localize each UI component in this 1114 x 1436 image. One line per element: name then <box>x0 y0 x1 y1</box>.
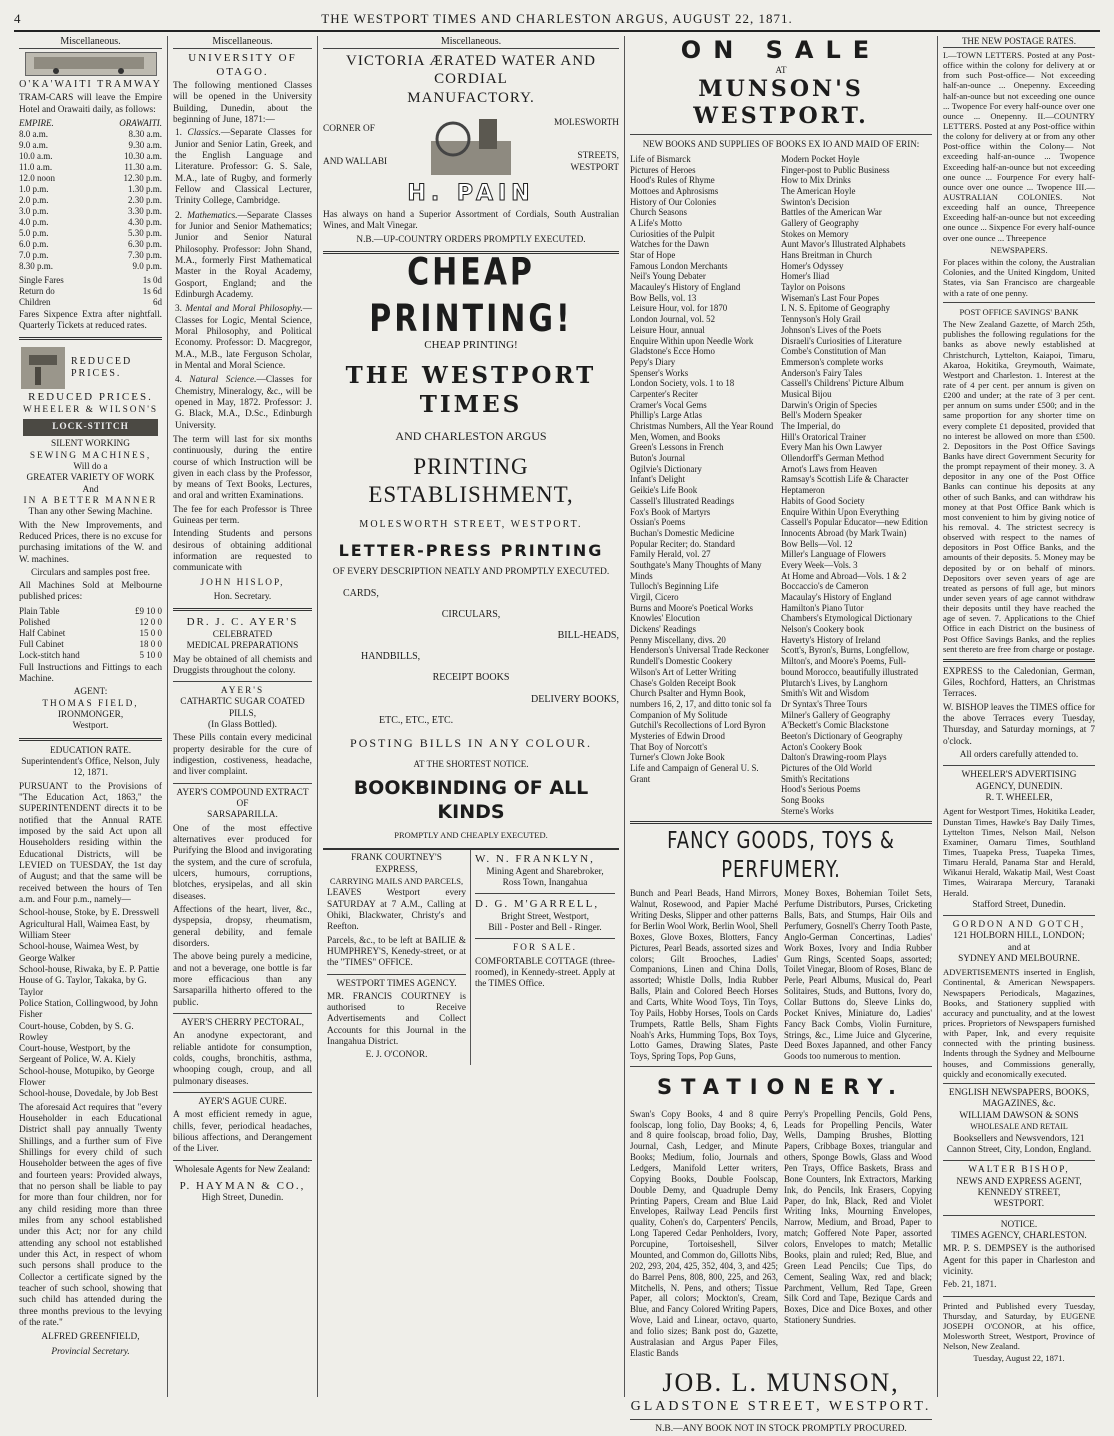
book-item: Stokes on Memory <box>781 228 849 239</box>
book-item: At Home and Abroad—Vols. 1 & 2 <box>781 570 907 581</box>
timetable-row <box>19 261 162 272</box>
timetable-row-right: 1.30 p.m. <box>127 183 162 194</box>
timetable-row-left: 1.0 p.m. <box>19 183 49 194</box>
book-item: The American Hoyle <box>781 185 856 196</box>
timetable-row-right: 6.30 p.m. <box>127 238 162 249</box>
book-item: Macaulay's History of England <box>781 592 892 603</box>
book-item: Geikie's Life Book <box>630 485 698 496</box>
book-item: Pictures of the Old World <box>781 763 872 774</box>
timetable-row-left: 2.0 p.m. <box>19 194 49 205</box>
book-item: Hamilton's Piano Tutor <box>781 602 864 613</box>
price-row <box>19 606 162 617</box>
education-place: School-house, Riwaka, by E. P. Pattie <box>19 964 160 975</box>
cheap-printing-headline: CHEAP PRINTING! <box>369 250 573 341</box>
book-item: History of Our Colonies <box>630 196 717 207</box>
book-item: Modern Pocket Hoyle <box>781 153 860 164</box>
book-item: Innocents Abroad (by Mark Twain) <box>781 527 907 538</box>
otago-class <box>175 304 312 372</box>
timetable-row-right: 10.30 a.m. <box>124 150 162 161</box>
price-row-left: Half Cabinet <box>19 627 66 638</box>
printing-item: DELIVERY BOOKS, <box>531 693 619 705</box>
westport-times-headline: THE WESTPORT TIMES <box>345 362 597 418</box>
book-item: Hood's Serious Poems <box>781 784 861 795</box>
tramway-title: O'KA'WAITI TRAMWAY <box>19 79 162 91</box>
on-sale-headline: ON SALE <box>680 36 882 64</box>
book-item: Leisure Hour, vol. for 1870 <box>630 303 728 314</box>
timetable-row <box>19 250 162 261</box>
book-item: Curiosities of the Pulpit <box>630 228 715 239</box>
price-row <box>19 617 162 628</box>
otago-class <box>175 128 312 207</box>
book-item: Battles of the American War <box>781 207 882 218</box>
book-item: Church Seasons <box>630 207 687 218</box>
class-text: —Classes for Logic, Mental Science, Moral Philosophy, and Political Economy. Professor: D. Macgregor, M.A., M.B., late Ferguson Scholar, in Mental and Moral Science. <box>175 304 313 371</box>
book-item: Chase's Golden Receipt Book <box>630 677 736 688</box>
book-item: Mottoes and Aphrosisms <box>630 185 719 196</box>
book-item: Turner's Clown Joke Book <box>630 752 725 763</box>
tramway-fares <box>19 275 162 308</box>
book-item: Spenser's Works <box>630 367 689 378</box>
book-item: Smith's Wit and Wisdom <box>781 688 870 699</box>
education-title: EDUCATION RATE. <box>49 745 132 756</box>
tramway-note: Fares Sixpence Extra after nightfall. Quarterly Tickets at reduced rates. <box>19 309 162 331</box>
reduced-prices-bottom: REDUCED PRICES. <box>28 391 153 404</box>
book-item: London Journal, vol. 52 <box>630 314 716 325</box>
book-item: Beeton's Dictionary of Geography <box>781 730 903 741</box>
h-pain: H. PAIN <box>407 181 535 207</box>
agent-name: THOMAS FIELD, <box>42 698 139 709</box>
price-row <box>19 628 162 639</box>
book-item: Cassell's Childrens' Picture Album <box>781 378 904 389</box>
book-item: A'Beckett's Comic Blackstone <box>781 720 889 731</box>
printing-items <box>323 588 619 727</box>
column-header: Miscellaneous. <box>19 36 162 49</box>
book-item: Boccaccio's de Cameron <box>781 581 869 592</box>
book-item: Leisure Hour, annual <box>630 324 705 335</box>
class-number: 2. <box>175 210 188 221</box>
education-body: PURSUANT to the Provisions of "The Education Act, 1863," the SUPERINTENDENT directs it to be notified that the Annual RATE imposed by the said Act upon all Householders residing within the Educational Districts, will be LEVIED on TUESDAY, the 1st day of August; and that the same will be received between the hours of Ten a.m. and Four p.m., namely— <box>19 781 162 905</box>
stationery-headline: STATIONERY. <box>656 1075 906 1100</box>
book-item: Swinton's Decision <box>781 196 850 207</box>
book-item: Mysteries of Edwin Drood <box>630 730 725 741</box>
book-item: How to Mix Drinks <box>781 175 851 186</box>
book-item: Men, Women, and Books <box>630 431 721 442</box>
class-text: —Classes for Chemistry, Mineralogy, &c., will be opened in May, 1872. Professor: J. G. Black, M.A., D.Sc., Edinburgh University. <box>175 375 312 431</box>
columns <box>14 36 1100 1435</box>
price-row-right: 5 10 0 <box>139 649 162 660</box>
price-row-left: Full Cabinet <box>19 638 64 649</box>
book-item: Plutarch's Lives, by Langhorn <box>781 677 888 688</box>
timetable-row-left: 8.30 p.m. <box>19 260 54 271</box>
class-number: 4. <box>175 375 190 386</box>
book-item: Bell's Modern Speaker <box>781 410 862 421</box>
book-item: Habits of Good Society <box>781 495 865 506</box>
book-item: Milner's Gallery of Geography <box>781 709 891 720</box>
printing-item: ETC., ETC., ETC. <box>379 714 454 726</box>
timetable-row-left: 9.0 a.m. <box>19 139 48 150</box>
timetable-row-right: 8.30 a.m. <box>128 129 162 139</box>
book-item: Song Books <box>781 795 825 806</box>
timetable-row-left: 7.0 p.m. <box>19 249 49 260</box>
class-name: Natural Science. <box>189 375 257 386</box>
book-item: Heptameron <box>781 485 825 496</box>
timetable-row <box>19 195 162 206</box>
book-item: Gladstone's Ecce Homo <box>630 346 715 357</box>
price-row <box>19 639 162 650</box>
book-item: Life of Bismarck <box>630 153 691 164</box>
book-item: Macauley's History of England <box>630 282 741 293</box>
timetable-row-left: 10.0 a.m. <box>19 150 53 161</box>
column-3: Miscellaneous. VICTORIA ÆRATED WATER AND CORDIAL MANUFACTORY. CORNER OF AND WALLABI MOLESWORTH STREETS, WESTPORT H. PAIN Has always on hand a Superior Assortment of Cordials, South Australian Wines, and Malt Vinegar. N.B.—UP-COUNTRY ORDERS PROMPTLY EXECUTED. CHEAP PRINTING! CHEAP PRINTING! THE WESTPORT TIMES AND CHARLESTON ARGUS PRINTING ESTABLISHMENT, MOLESWORTH STREET, WESTPORT. LETTER-PRESS PRINTING OF EVERY DESCRIPTION NEATLY AND PROMPTLY EXECUTED. CARDS, CIRCULARS, BILL-HEADS, HANDBILLS, RECEIPT BOOKS DELIVERY BOOKS, ETC., ETC., ETC. POSTING BILLS IN ANY COLOUR. AT THE SHORTEST NOTICE. BOOKBINDING OF ALL KINDS PROMPTLY AND CHEAPLY EXECUTED. FRANK COURTNEY'S EXPRESS, CARRYING MAILS AND PARCELS, LEAVES Westport every SATURDAY at 7 A.M., Calling at Ohiki, Blackwater, Christy's and Reefton. Parcels, &c., to be left at BAILIE & HUMPHREY'S, Kenedy-street, or at the "TIMES" OFFICE. WESTPORT TIMES AGENCY. MR. FRANCIS COURTNEY is authorised to Receive Advertisements and Collect Accounts for this Journal in the Inangahua District. E. J. O'CONOR. W. N. FRANKLYN, Mining Agent and Sharebroker, Ross Town, Inangahua D. G. M'GARRELL, Bright Street, Westport, Bill - Poster and Bell - Ringer. FOR SALE. COMFORTABLE COTTAGE (three-roomed), in Kennedy-street. Apply at the TIMES Office. <box>318 36 625 1397</box>
book-item: Virgil, Cicero <box>630 592 679 603</box>
fare-row-left: Single Fares <box>19 274 64 285</box>
timetable-row-right: 5.30 p.m. <box>127 227 162 238</box>
timetable-row-right: 7.30 p.m. <box>127 249 162 260</box>
printing-item: HANDBILLS, <box>361 651 421 663</box>
book-item: Dr Syntax's Three Tours <box>781 698 868 709</box>
fare-row-right: 1s 6d <box>142 285 162 296</box>
timetable-row <box>19 184 162 195</box>
education-place: House of G. Taylor, Takaka, by G. Taylor <box>19 976 147 998</box>
book-item: Ollendorff's German Method <box>781 453 884 464</box>
timetable-row-left: 6.0 p.m. <box>19 238 49 249</box>
education-place: Court-house, Westport, by the Sergeant of Police, W. A. Kiely <box>19 1044 136 1066</box>
sewing-machine-engraving-icon <box>19 345 67 391</box>
class-name: Mathematics. <box>187 210 238 221</box>
timetable-row <box>19 162 162 173</box>
book-item: Cramer's Vocal Gems <box>630 399 707 410</box>
column-4: ON SALE AT MUNSON'S WESTPORT. NEW BOOKS AND SUPPLIES OF BOOKS EX IO AND MAID OF ERIN: Life of Bismarck Pictures of Heroes Hood's Rules of Rhyme Mottoes and Aphrosisms History of Our Colonies Church Seasons A Life's Motto Curiosities of the Pulpit Watches for the Dawn Star of Hope Famous London Merchants Neil's Young Debater Macauley's History of England Bow Bells, vol. 13 Leisure Hour, vol. for 1870 London Journal, vol. 52 Leisure Hour, annual Enquire Within upon Needle Work Gladstone's Ecce Homo Pepy's Diary Spenser's Works London Society, vols. 1 to 18 Carpenter's Reciter Cramer's Vocal Gems Phillip's Large Atlas Christmas Numbers, All the Year Round Men, Women, and Books Green's Lessons in French Buton's Journal Ogilvie's Dictionary Infant's Delight Geikie's Life Book Cassell's Illustrated Readings Fox's Book of Martyrs Ossian's Poems Buchan's Domestic Medicine Popular Reciter; do. Standard Family Herald, vol. 27 Southgate's Many Thoughts of Many Minds Tulloch's Beginning Life Virgil, Cicero Burns and Moore's Poetical Works Knowles' Elocution Dickens' Readings Penny Miscellany, divs. 20 Henderson's Universal Trade Reckoner Rundell's Domestic Cookery Wilson's Art of Letter Writing Chase's Golden Receipt Book Church Psalter and Hymn Book, numbers 16, 2, 17, and ditto tonic sol fa Companion of My Solitude Gutchil's Recollections of Lord Byron Mysteries of Edwin Drood That Boy of Norcott's Turner's Clown Joke Book Life and Campaign of General U. S. Grant Modern Pocket Hoyle Finger-post to Public Business How to Mix Drinks The American Hoyle Swinton's Decision Battles of the American War Gallery of Geography Stokes on Memory Aunt Mavor's Illustrated Alphabets Hans Breitman in Church Homer's Odyssey Homer's Iliad Taylor on Poisons Wiseman's Last Four Popes I. N. S. Epitome of Geography Tennyson's Holy Grail Johnson's Lives of the Poets Disraeli's Curiosities of Literature Combe's Constitution of Man Emmerson's complete works Anderson's Fairy Tales Cassell's Childrens' Picture Album Musical Bijou Darwin's Origin of Species Bell's Modern Speaker The Imperial, do Hill's Oratorical Trainer Every Man his Own Lawyer Ollendorff's German Method Arnot's Laws from Heaven Ramsay's Scottish Life & Character Heptameron Habits of Good Society Enquire Within Upon Everything Cassell's Popular Educator—new Edition Innocents Abroad (by Mark Twain) Bow Bells—Vol. 12 Miller's Language of Flowers Every Week—Vols. 3 At Home and Abroad—Vols. 1 & 2 Boccaccio's de Cameron Macaulay's History of England Hamilton's Piano Tutor Chambers's Etymological Dictionary Nelson's Cookery book Haverty's History of Ireland Scott's, Byron's, Burns, Longfellow, Milton's, and Moore's Poems, Full-bound Morocco, beautifully illustrated Plutarch's Lives, by Langhorn Smith's Wit and Wisdom Dr Syntax's Three Tours Milner's Gallery of Geography A'Beckett's Comic Blackstone Beeton's Dictionary of Geography Acton's Cookery Book Dalton's Drawing-room Plays Pictures of the Old World Smith's Recitations Hood's Serious Poems Song Books Sterne's Works FANCY GOODS, TOYS & PERFUMERY. Bunch and Pearl Beads, Hand Mirrors, Walnut, Rosewood, and Papier Maché Writing Desks, Slipper and other patterns for Berlin Wool Work, Berlin Wool, Shell Boxes, Glove Boxes, Blotters, Fancy Pictures, Pearl Beads, assorted sizes and colors; Gilt Brooches, Ladies' Companions, Linen and China Dolls, assorted; Whistle Dolls, India Rubber Balls, Plain and Colored Beech Horses and Carts, White Wood Toys, Tin Toys, Toy Pails, Hobby Horses, Tools on Cards Trumpets, Rattle Bells, Sham Fights Noah's Arks, Humming Tops, Box Toys, Lotto Games, Drawing Slates, Paste Toys, Spring Tops, Pop Guns, Money Boxes, Bohemian Toilet Sets, Perfume Distributors, Purses, Cricketing Balls, Bats, and Stumps, Hair Oils and Perfumery, Gosnell's Cherry Tooth Paste, Anglo-German Concertinas, Ladies' Work Boxes, Ivory and India Rubber Gum Rings, Scented Soaps, assorted; Toilet Vinegar, Bloom of Roses, Blanc de Perle, Pearl Albums, Musical do, Pearl Solitaires, Studs, and Buttons, Ivory do, Collar Buttons do, Sleeve Links do, Pocket Knives, Miniature do, Ladies' Fancy Back Combs, Violin Furniture, Strings, &c., Lime Juice and Glycerine, Deed Boxes Japanned, and other Fancy Goods too numerous to mention. STATIONERY. Swan's Copy Books, 4 and 8 quire foolscap, long folio, Day Books; 4, 6, and 8 quire foolscap, broad folio, Day, Journal, Cash, Ledger, and Minute Books; Medium, folio, Journals and Ledgers, Manifold Letter writers, Copying Books, Double Foolscap, Double Demy, and Quadruple Demy Printing Papers, Cream and Blue Laid Envelopes, Railway Lead Pencils first quality, Cohen's do, Carpenters' Pencils, Long Tapered Cedar Penholders, Ivory, Porcupine, Tortoiseshell, Silver Mounted, and Common do, Gillotts Nibs, 202, 293, 204, 425, 352, 404, 3, and 425; do Barrel Pens, 808, 800, 225, and 263, Mitchells, N. Pens, and others; Tissue Paper, all colors; Mockton's, Cream, Blue, and Fancy Colored Writing Papers, Wove, Laid and Linear, octavo, quarto, and folio sizes; Bank post do, Gazette, Australasian and Argus Paper Files, Elastic Bands Perry's Propelling Pencils, Gold Pens, Leads for Propelling Pencils, Water Wells, Damping Brushes, Blotting Papers, Cribbage Boxes, triangular and others, Sponge Bowls, Glass and Wood Pen Trays, Office Baskets, Brass and Bone Counters, Ink Extractors, Marking Ink, do Pencils, Ink Erasers, Copying Paper, do Ink, Black, Red and Violet Writing Inks, Mourning Envelopes, Narrow, Medium, and Broad, Paper to match; Goffered Note Paper, assorted colors, Envelopes to match; Metallic Books, plain and ruled; Red, Blue, and Green Lead Pencils; Cue Tips, do Cement, Sealing Wax, red and black; Parchment, Vellum, Red Tape, Green Silk Cord and Tape, Bezique Cards and Boxes, Dice and Dice Boxes, and other Stationery Sundries. JOB. L. MUNSON, GLADSTONE STREET, WESTPORT. N.B.—ANY BOOK NOT IN STOCK PROMPTLY PROCURED. <box>625 36 938 1397</box>
tramway-timetable <box>19 129 162 272</box>
education-place: School-house, Motupiko, by George Flower <box>19 1066 155 1089</box>
book-item: Chambers's Etymological Dictionary <box>781 613 913 624</box>
book-item: London Society, vols. 1 to 18 <box>630 378 735 389</box>
fare-row-left: Return do <box>19 285 55 296</box>
printing-item: CIRCULARS, <box>441 608 501 620</box>
book-item: Family Herald, vol. 27 <box>630 549 711 560</box>
book-item: Anderson's Fairy Tales <box>781 367 863 378</box>
book-item: Cassell's Illustrated Readings <box>630 495 735 506</box>
postage-title: THE NEW POSTAGE RATES. <box>943 36 1095 48</box>
fare-row <box>19 297 162 308</box>
timetable-row <box>19 173 162 184</box>
fare-row <box>19 275 162 286</box>
fare-row-left: Children <box>19 296 51 307</box>
class-number: 1. <box>175 128 188 139</box>
ayer-title: DR. J. C. AYER'S <box>186 616 299 629</box>
book-item: Gallery of Geography <box>781 217 859 228</box>
class-number: 3. <box>175 304 186 315</box>
timetable-row-left: 8.0 a.m. <box>19 129 48 139</box>
wheeler-wilson: WHEELER & WILSON'S <box>22 404 159 415</box>
book-item: Popular Reciter; do. Standard <box>630 538 735 549</box>
book-item: The Imperial, do <box>781 421 841 432</box>
price-row-right: 15 0 0 <box>139 627 162 638</box>
timetable-row-right: 3.30 p.m. <box>127 205 162 216</box>
book-item: Miller's Language of Flowers <box>781 549 886 560</box>
book-item: Fox's Book of Martyrs <box>630 506 711 517</box>
class-name: Mental and Moral Philosophy. <box>185 304 303 315</box>
otago-title: UNIVERSITY OF OTAGO. <box>188 52 297 78</box>
imprint: Printed and Published every Tuesday, Thursday, and Saturday, by EUGENE JOSEPH O'CONOR, at his office, Molesworth Street, Westport, Province of Nelson, New Zealand. <box>943 1300 1095 1352</box>
book-item: Cassell's Popular Educator—new Edition <box>781 517 928 528</box>
otago-classes <box>173 128 312 432</box>
otago-class <box>175 375 312 432</box>
book-item: Acton's Cookery Book <box>781 741 862 752</box>
otago-class <box>175 211 312 302</box>
book-item: Darwin's Origin of Species <box>781 399 877 410</box>
timetable-row <box>19 239 162 250</box>
printing-item: RECEIPT BOOKS <box>432 672 510 684</box>
timetable-row <box>19 217 162 228</box>
book-item: Knowles' Elocution <box>630 613 700 624</box>
book-item: Watches for the Dawn <box>630 239 709 250</box>
book-item: Phillip's Large Atlas <box>630 410 702 421</box>
book-item: Gutchil's Recollections of Lord Byron <box>630 720 766 731</box>
tramway-intro: TRAM-CARS will leave the Empire Hotel and Orawaiti daily, as follows: <box>19 93 162 115</box>
timetable-row-right: 9.30 a.m. <box>128 139 162 150</box>
price-row-left: Plain Table <box>19 605 60 616</box>
book-item: Penny Miscellany, divs. 20 <box>630 634 726 645</box>
fare-row-right: 6d <box>153 296 162 307</box>
book-item: Aunt Mavor's Illustrated Alphabets <box>781 239 906 250</box>
price-row-left: Lock-stitch hand <box>19 649 80 660</box>
printing-item: CARDS, <box>343 587 379 599</box>
timetable-row <box>19 129 162 140</box>
education-place: Police Station, Collingwood, by John Fisher <box>19 998 158 1021</box>
book-item: That Boy of Norcott's <box>630 741 708 752</box>
timetable-row <box>19 206 162 217</box>
book-item: Every Man his Own Lawyer <box>781 442 883 453</box>
book-item: A Life's Motto <box>630 217 682 228</box>
book-item: Wilson's Art of Letter Writing <box>630 666 737 677</box>
machinery-engraving-icon <box>423 111 519 181</box>
tram-engraving-icon <box>25 52 157 76</box>
book-item: Taylor on Poisons <box>781 282 845 293</box>
book-item: Southgate's Many Thoughts of Many Minds <box>630 559 762 581</box>
book-item: Dickens' Readings <box>630 624 696 635</box>
class-name: Classics. <box>187 128 221 139</box>
education-place: School-house, Waimea West, by George Walker <box>19 942 139 964</box>
timetable-row-left: 4.0 p.m. <box>19 216 49 227</box>
reduced-prices-top: REDUCED PRICES. <box>71 355 133 380</box>
masthead <box>14 8 1100 32</box>
book-item: I. N. S. Epitome of Geography <box>781 303 890 314</box>
book-item: Emmerson's complete works <box>781 356 884 367</box>
education-place: School-house, Dovedale, by Job Best <box>19 1089 158 1100</box>
book-item: Enquire Within upon Needle Work <box>630 335 754 346</box>
book-item: Burns and Moore's Poetical Works <box>630 602 753 613</box>
sewing-prices <box>19 606 162 661</box>
book-item: Arnot's Laws from Heaven <box>781 463 877 474</box>
victoria-title: VICTORIA ÆRATED WATER AND CORDIAL <box>346 53 596 88</box>
timetable-row-right: 12.30 p.m. <box>123 172 162 183</box>
printing-item: BILL-HEADS, <box>557 629 619 641</box>
book-item: Wiseman's Last Four Popes <box>781 292 880 303</box>
education-place: Agricultural Hall, Waimea East, by William Steer <box>19 919 150 941</box>
book-item: Every Week—Vols. 3 <box>781 559 858 570</box>
book-item: Henderson's Universal Trade Reckoner <box>630 645 769 656</box>
hayman-firm: P. HAYMAN & CO., <box>179 1179 306 1192</box>
fare-row-right: 1s 0d <box>142 274 162 285</box>
book-item: Ossian's Poems <box>630 517 686 528</box>
book-item: Hans Breitman in Church <box>781 250 872 261</box>
book-item: Christmas Numbers, All the Year Round <box>630 421 774 432</box>
education-place: Court-house, Cobden, by S. G. Rowley <box>19 1021 134 1043</box>
price-row-right: £9 10 0 <box>135 605 162 616</box>
timetable-row-right: 2.30 p.m. <box>127 194 162 205</box>
column-1: Miscellaneous. O'KA'WAITI TRAMWAY TRAM-CARS will leave the Empire Hotel and Orawaiti daily, as follows: EMPIRE. ORAWAITI. 8.0 a.m. 8.30 a.m. 9.0 a.m. 9.30 a.m. 10.0 a.m. 10.30 a.m. 11.0 a.m. 11.30 a.m. 12.0 noon 12.30 p.m. 1.0 p.m. 1.30 p.m. 2.0 p.m. 2.30 p.m. 3.0 p.m. 3.30 p.m. 4.0 p.m. 4.30 p.m. 5.0 p.m. 5.30 p.m. 6.0 p.m. 6.30 p.m. 7.0 p.m. 7.30 p.m. 8.30 p.m. 9.0 p.m. Single Fares 1s 0d Return do 1s 6d Children 6d Fares Sixpence Extra after nightfall. Quarterly Tickets at reduced rates. REDUCED PRICES. REDUCED PRICES. WHEELER & WILSON'S LOCK-STITCH SILENT WORKING SEWING MACHINES, Will do a GREATER VARIETY OF WORK And IN A BETTER MANNER Than any other Sewing Machine. With the New Improvements, and Reduced Prices, there is no excuse for purchasing imitations of the W. and W. machines. Circulars and samples post free. All Machines Sold at Melbourne published prices: Plain Table £9 10 0 Polished 12 0 0 Half Cabinet 15 0 0 Full Cabinet 18 0 0 Lock-stitch hand 5 10 0 Full Instructions and Fittings to each Machine. AGENT: THOMAS FIELD, IRONMONGER, Westport. EDUCATION RATE. Superintendent's Office, Nelson, July 12, 1871. PURSUANT to the Provisions of "The Education Act, 1863," the SUPERINTENDENT directs it to be notified that the Annual RATE imposed by the said Act upon all Householders residing within the Educational Districts, will be LEVIED on TUESDAY, the 1st day of August; and that the same will be received between the hours of Ten a.m. and Four p.m., namely— School-house, Stoke, by E. Dresswell Agricultural Hall, Waimea East, by William Steer School-house, Waimea West, by George Walker School-house, Riwaka, by E. P. Pattie House of G. Taylor, Takaka, by G. Taylor Police Station, Collingwood, by John Fisher Court-house, Cobden, by S. G. Rowley Court-house, Westport, by the Sergeant of Police, W. A. Kiely School-house, Motupiko, by George Flower School-house, Dovedale, by Job Best The aforesaid Act requires that "every Householder in each Educational District shall pay annually Twenty Shillings, and a further sum of Five Shillings for every child of such Householder between the ages of five and fourteen years: Provided always, that no person shall be liable to pay for more than four children, nor for any child residing more than three miles from any school established under this Act; nor for any child attending any school not established under this Act, in respect of whom such persons shall produce to the Collector a certificate signed by the teacher of such school, showing that such child has attended during the three months previous to the levying of the rate." ALFRED GREENFIELD, Provincial Secretary. <box>14 36 168 1397</box>
timetable-row-left: 11.0 a.m. <box>19 161 53 172</box>
book-item: Combe's Constitution of Man <box>781 346 886 357</box>
book-item: Rundell's Domestic Cookery <box>630 656 733 667</box>
book-item: Buton's Journal <box>630 453 686 464</box>
book-item: Star of Hope <box>630 250 676 261</box>
book-item: Finger-post to Public Business <box>781 164 890 175</box>
book-item: Nelson's Cookery book <box>781 624 864 635</box>
lock-stitch-badge: LOCK-STITCH <box>23 419 158 436</box>
page-number: 4 <box>14 11 22 26</box>
book-item: Famous London Merchants <box>630 260 728 271</box>
newspaper-title: THE WESTPORT TIMES AND CHARLESTON ARGUS, AUGUST 22, 1871. <box>321 11 793 26</box>
book-item: Bow Bells—Vol. 12 <box>781 538 853 549</box>
book-item: Sterne's Works <box>781 805 834 816</box>
book-item: Homer's Odyssey <box>781 260 844 271</box>
book-item: Tulloch's Beginning Life <box>630 581 719 592</box>
book-item: Bow Bells, vol. 13 <box>630 292 697 303</box>
column-5: THE NEW POSTAGE RATES. I.—TOWN LETTERS. Posted at any Post-office within the colony for delivery at or from such Post-office— Not exceeding half-an-ounce ... Onepenny. Exceeding half-an-ounce but not exceeding one ounce ... Twopence For every half-ounce over one ounce ... Onepenny. II.—COUNTRY LETTERS. Posted at any Post-office within the colony for delivery at or from any other Post-office within the Colony— Not exceeding half-an-ounce ... Twopence Exceeding half-an-ounce but not exceeding one ounce ... Fourpence For every half-ounce over one ounce ... Twopence III.—AUSTRALIAN COLONIES. Not exceeding half an ounce, Threepence Exceeding half-an-ounce but not exceeding one ounce ... Sixpence For every half-ounce over one ounce ... Threepence NEWSPAPERS. For places within the colony, the Australian Colonies, and the United Kingdom, United States, via San Francisco are chargeable with a rate of one penny. POST OFFICE SAVINGS' BANK The New Zealand Gazette, of March 25th, publishes the following regulations for the banks as above newly established at Christchurch, Lyttelton, Kaiapoi, Timaru, Akaroa, Hokitika, Greymouth, Waimate, Westport and Charleston. 1. Interest at the rate of 4 per cent. per annum is given on £200 and under; at the rate of 3 per cent. per annum on sums under £500; and in the same proportion for any shorter time on every complete £1 deposited, provided that no interest be allowed on more than £500. 2. Depositors in the Post Office Savings Banks have direct Government Security for the prompt repayment of their money. 3. A depositor in any one of the Post Office Banks can continue his deposits at any other of such Banks, and can withdraw his money at that Post Office Bank which is most convenient to him by giving notice of his removal. 4. The strictest secrecy is observed with respect to the names of depositors in Post Office Banks, and the amounts of their deposits. 5. Money may be deposited by or on behalf of minors. Depositors over seven years of age are treated as persons of full age, but minors under seven years of age cannot withdraw their deposits until they have reached the age of seven. 7. Applications to the Chief Office in each District on the business of Post Office Savings Banks, and the replies sent thereto are free from charge or postage. EXPRESS to the Caledonian, German, Giles, Rochford, Hatters, an Christmas Terraces. W. BISHOP leaves the TIMES office for the above Terraces every Tuesday, Thursday, and Saturday mornings, at 7 o'clock. All orders carefully attended to. WHEELER'S ADVERTISING AGENCY, DUNEDIN. R. T. WHEELER, Agent for Westport Times, Hokitika Leader, Dunstan Times, Hawke's Bay Daily Times, Lyttelton Times, Nelson Mail, Nelson Examiner, Oamaru Times, Southland Times, Tuapeka Press, Tuapeka Times, Timaru Herald, Panama Star and Herald, Wikanui Herald, Wakatip Mail, West Coast Times, Wairarapa Mercury, Taranaki Herald. Stafford Street, Dunedin. GORDON AND GOTCH, 121 HOLBORN HILL, LONDON; and at SYDNEY AND MELBOURNE. ADVERTISEMENTS inserted in English, Continental, & American Newspapers. Newspapers Periodicals, Magazines, Books, and Stationery supplied with accuracy and punctuality, and at the lowest prices. Proprietors of Newspapers furnished with Paper, Ink, and every requisite connected with the printing business. Indents through the Sydney and Melbourne houses, and Commissions generally, quickly and economically executed. ENGLISH NEWSPAPERS, BOOKS, MAGAZINES, &c. WILLIAM DAWSON & SONS WHOLESALE AND RETAIL Booksellers and Newsvendors, 121 Cannon Street, City, London, England. WALTER BISHOP, NEWS AND EXPRESS AGENT, KENNEDY STREET, WESTPORT. NOTICE. TIMES AGENCY, CHARLESTON. MR. P. S. DEMPSEY is the authorised Agent for this paper in Charleston and vicinity. Feb. 21, 1871. Printed and Published every Tuesday, Thursday, and Saturday, by EUGENE JOSEPH O'CONOR, at his office, Molesworth Street, Westport, Province of Nelson, New Zealand. Tuesday, August 22, 1871. <box>943 36 1095 1364</box>
book-item: Ogilvie's Dictionary <box>630 463 702 474</box>
education-place: School-house, Stoke, by E. Dresswell <box>19 908 160 919</box>
book-item: Tennyson's Holy Grail <box>781 314 861 325</box>
timetable-row-left: 3.0 p.m. <box>19 205 49 216</box>
book-item: Pepy's Diary <box>630 356 676 367</box>
book-item: Johnson's Lives of the Poets <box>781 324 882 335</box>
price-row-right: 18 0 0 <box>139 638 162 649</box>
timetable-row <box>19 140 162 151</box>
bookbinding-headline: BOOKBINDING OF ALL KINDS <box>353 777 589 823</box>
book-item: Musical Bijou <box>781 388 832 399</box>
column-2: Miscellaneous. UNIVERSITY OF OTAGO. The following mentioned Classes will be opened in the University Building, Dunedin, about the beginning of June, 1871:— 1. Classics.—Separate Classes for Junior and Senior Latin, Greek, and the English Language and Literature. Professor: G. S. Sale, M.A., late of Rugby, and formerly Fellow and Classical Lecturer, Trinity College, Cambridge. 2. Mathematics.—Separate Classes for Junior and Senior Mathematics; Junior and Senior Natural Philosophy. Professor: John Shand, M.A., formerly First Mathematical Master in the Royal Academy, Gosport, England; and the Edinburgh Academy. 3. Mental and Moral Philosophy.—Classes for Logic, Mental Science, Moral Philosophy, and Political Economy. Professor: D. Macgregor, M.A., M.B., late Ferguson Scholar, in Mental and Moral Science. 4. Natural Science.—Classes for Chemistry, Mineralogy, &c., will be opened in May, 1872. Professor: J. G. Black, M.A., D.Sc., Edinburgh University. The term will last for six months continuously, during the entire course of which Instruction will be given in each class by the Professor, by means of Text Books, Lectures, and oral and written Examinations. The fee for each Professor is Three Guineas per term. Intending Students and persons desirous of obtaining additional information are requested to communicate with JOHN HISLOP, Hon. Secretary. DR. J. C. AYER'S CELEBRATED MEDICAL PREPARATIONS May be obtained of all chemists and Druggists throughout the colony. AYER'S CATHARTIC SUGAR COATED PILLS, (In Glass Bottled). These Pills contain every medicinal property desirable for the cure of indigestion, costiveness, headache, and liver complaint. AYER'S COMPOUND EXTRACT OF SARSAPARILLA. One of the most effective alternatives ever produced for Purifying the Blood and invigorating the system, and the cure of scrofula, ulcers, humours, corruptions, blotches, erysipelas, and all skin diseases. Affections of the heart, liver, &c., dyspepsia, dropsy, rheumatism, general debility, and female disorders. The above being purely a medicine, and not a beverage, one bottle is far more efficacious than any Sarsaparilla hitherto offered to the public. AYER'S CHERRY PECTORAL, An anodyne expectorant, and reliable antidote for consumption, colds, coughs, bronchitis, asthma, whooping cough, croup, and all pulmonary diseases. AYER'S AGUE CURE. A most efficient remedy in ague, chills, fever, periodical headaches, bilious affections, and Derangement of the Liver. Wholesale Agents for New Zealand: P. HAYMAN & CO., High Street, Dunedin. <box>168 36 318 1397</box>
education-places <box>19 908 162 1101</box>
book-item: Church Psalter and Hymn Book, numbers 16, 2, 17, and ditto tonic sol fa <box>630 688 772 709</box>
book-item: Buchan's Domestic Medicine <box>630 527 735 538</box>
price-row <box>19 650 162 661</box>
book-item: Disraeli's Curiosities of Literature <box>781 335 902 346</box>
book-item: Life and Campaign of General U. S. Grant <box>630 763 759 784</box>
tramway-head: EMPIRE. ORAWAITI. <box>19 118 162 129</box>
book-item: Carpenter's Reciter <box>630 388 698 399</box>
munsons-headline: MUNSON'S WESTPORT. <box>693 76 869 130</box>
timetable-row <box>19 228 162 239</box>
timetable-row-right: 9.0 p.m. <box>132 260 162 271</box>
book-item: Green's Lessons in French <box>630 442 724 453</box>
book-item: Haverty's History of Ireland <box>781 634 881 645</box>
class-text: —Separate Classes for Junior and Senior Latin, Greek, and the English Language and Literature. Professor: G. S. Sale, M.A., late of Rugby, and formerly Fellow and Classical Lecturer, Trinity College, Cambridge. <box>175 128 312 207</box>
book-item: Companion of My Solitude <box>630 709 728 720</box>
book-list <box>630 154 932 817</box>
book-item: Neil's Young Debater <box>630 271 706 282</box>
book-item: Hood's Rules of Rhyme <box>630 175 715 186</box>
timetable-row-left: 5.0 p.m. <box>19 227 49 238</box>
timetable-row <box>19 151 162 162</box>
book-item: Smith's Recitations <box>781 773 850 784</box>
class-text: —Separate Classes for Junior and Senior Mathematics; Junior and Senior Natural Philosophy. Professor: John Shand, M.A., formerly First Mathematical Master in the Royal Academy, Gosport, England; and the Edinburgh Academy. <box>175 210 313 300</box>
book-item: Scott's, Byron's, Burns, Longfellow, Milton's, and Moore's Poems, Full-bound Morocco, beautifully illustrated <box>781 645 919 677</box>
fare-row <box>19 286 162 297</box>
fancy-goods-headline: FANCY GOODS, TOYS & PERFUMERY. <box>667 827 895 884</box>
timetable-row-left: 12.0 noon <box>19 172 55 183</box>
book-item: Homer's Iliad <box>781 271 830 282</box>
book-item: Hill's Oratorical Trainer <box>781 431 866 442</box>
price-row-left: Polished <box>19 616 51 627</box>
job-munson: JOB. L. MUNSON, <box>662 1367 900 1397</box>
book-item: Pictures of Heroes <box>630 164 696 175</box>
book-item: Infant's Delight <box>630 474 686 485</box>
timetable-row-right: 4.30 p.m. <box>127 216 162 227</box>
book-item: Ramsay's Scottish Life & Character <box>781 474 909 485</box>
price-row-right: 12 0 0 <box>139 616 162 627</box>
timetable-row-right: 11.30 a.m. <box>124 161 162 172</box>
book-item: Dalton's Drawing-room Plays <box>781 752 887 763</box>
book-item: Enquire Within Upon Everything <box>781 506 900 517</box>
